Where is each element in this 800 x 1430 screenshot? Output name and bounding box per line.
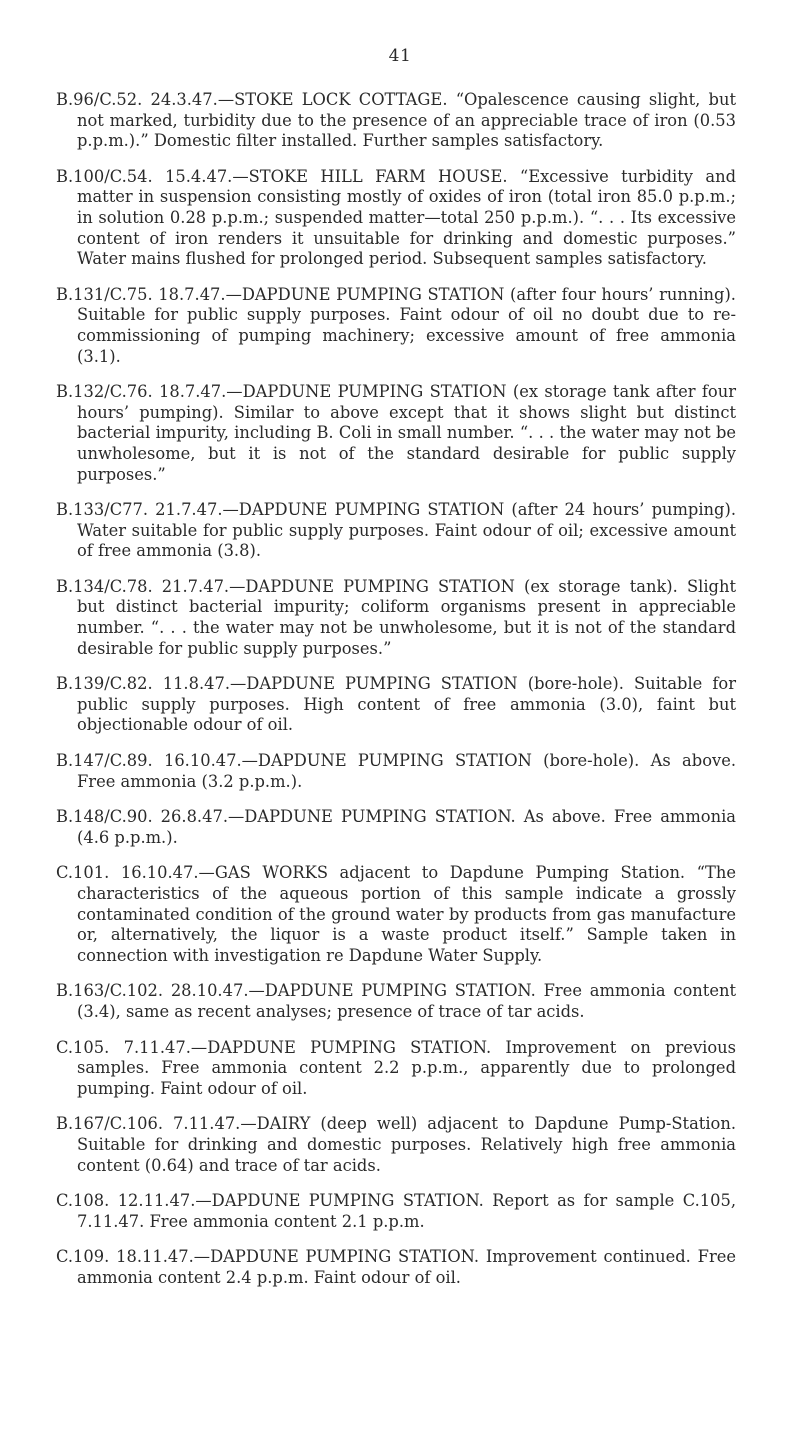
entry-b96-c52: B.96/C.52. 24.3.47.—STOKE LOCK COTTAGE. “Opalescence causing slight, but not marked, turbidity due to the presence of an appreciable trace of iron (0.53 p.p.m.).” Domestic filter installed. Further samples satisfactory.	[56, 90, 736, 151]
entry-b148-c90: B.148/C.90. 26.8.47.—DAPDUNE PUMPING STATION. As above. Free ammonia (4.6 p.p.m.).	[56, 807, 736, 847]
entry-c109: C.109. 18.11.47.—DAPDUNE PUMPING STATION. Improvement continued. Free ammonia content 2.4 p.p.m. Faint odour of oil.	[56, 1247, 736, 1287]
page-number: 41	[388, 46, 412, 66]
entry-b139-c82: B.139/C.82. 11.8.47.—DAPDUNE PUMPING STATION (bore-hole). Suitable for public supply purposes. High content of free ammonia (3.0), faint but objectionable odour of oil.	[56, 674, 736, 735]
entry-b147-c89: B.147/C.89. 16.10.47.—DAPDUNE PUMPING STATION (bore-hole). As above. Free ammonia (3.2 p.p.m.).	[56, 751, 736, 791]
entry-c108: C.108. 12.11.47.—DAPDUNE PUMPING STATION. Report as for sample C.105, 7.11.47. Free ammonia content 2.1 p.p.m.	[56, 1191, 736, 1231]
entry-b133-c77: B.133/C77. 21.7.47.—DAPDUNE PUMPING STATION (after 24 hours’ pumping). Water suitable for public supply purposes. Faint odour of oil; excessive amount of free ammonia (3.8).	[56, 500, 736, 561]
sample-entries	[56, 90, 736, 1304]
entry-b100-c54: B.100/C.54. 15.4.47.—STOKE HILL FARM HOUSE. “Excessive turbidity and matter in suspension consisting mostly of oxides of iron (total iron 85.0 p.p.m.; in solution 0.28 p.p.m.; suspended matter—total 250 p.p.m.). “. . . Its excessive content of iron renders it unsuitable for drinking and domestic purposes.” Water mains flushed for prolonged period. Subsequent samples satisfactory.	[56, 166, 736, 269]
entry-c101: C.101. 16.10.47.—GAS WORKS adjacent to Dapdune Pumping Station. “The characteristics of the aqueous portion of this sample indicate a grossly contaminated condition of the ground water by products from gas manufacture or, alternatively, the liquor is a waste product itself.” Sample taken in connection with investigation re Dapdune Water Supply.	[56, 863, 736, 965]
entry-c105: C.105. 7.11.47.—DAPDUNE PUMPING STATION. Improvement on previous samples. Free ammonia content 2.2 p.p.m., apparently due to prolonged pumping. Faint odour of oil.	[56, 1037, 736, 1098]
entry-b131-c75: B.131/C.75. 18.7.47.—DAPDUNE PUMPING STATION (after four hours’ running). Suitable for public supply purposes. Faint odour of oil no doubt due to re-commissioning of pumping machinery; excessive amount of free ammonia (3.1).	[56, 284, 736, 366]
entry-b163-c102: B.163/C.102. 28.10.47.—DAPDUNE PUMPING STATION. Free ammonia content (3.4), same as recent analyses; presence of trace of tar acids.	[56, 981, 736, 1021]
entry-b167-c106: B.167/C.106. 7.11.47.—DAIRY (deep well) adjacent to Dapdune Pump-Station. Suitable for drinking and domestic purposes. Relatively high free ammonia content (0.64) and trace of tar acids.	[56, 1114, 736, 1175]
entry-b134-c78: B.134/C.78. 21.7.47.—DAPDUNE PUMPING STATION (ex storage tank). Slight but distinct bacterial impurity; coliform organisms present in appreciable number. “. . . the water may not be unwholesome, but it is not of the standard desirable for public supply purposes.”	[56, 576, 736, 658]
entry-b132-c76: B.132/C.76. 18.7.47.—DAPDUNE PUMPING STATION (ex storage tank after four hours’ pumping). Similar to above except that it shows slight but distinct bacterial impurity, including B. Coli in small number. “. . . the water may not be unwholesome, but it is not of the standard desirable for public supply purposes.”	[56, 382, 736, 484]
